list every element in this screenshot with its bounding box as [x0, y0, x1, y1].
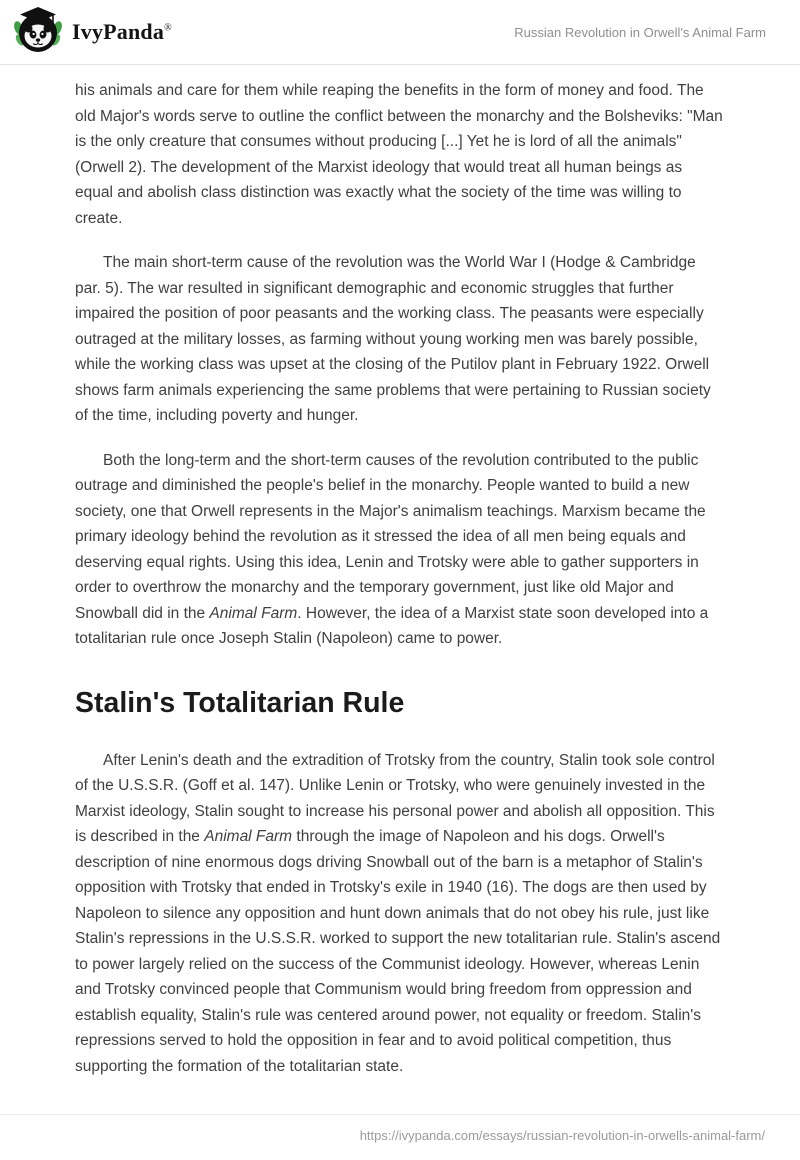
source-url: https://ivypanda.com/essays/russian-revolution-in-orwells-animal-farm/	[359, 1128, 765, 1143]
section-heading: Stalin's Totalitarian Rule	[75, 686, 405, 719]
italic-text-run: Animal Farm	[204, 828, 293, 845]
text-run: After Lenin's death and the extradition of Trotsky from the country, Stalin took sole control of the U.S.S.R. (Goff et al. 147). Unlike Lenin or Trotsky, who were genuinely invested in the Marxist ideology, Stalin sought to increase his personal power and abolish all opposition. This is described in the	[75, 751, 715, 845]
text-run: through the image of Napoleon and his dogs. Orwell's description of nine enormous dogs driving Snowball out of the barn is a metaphor of Stalin's opposition with Trotsky that ended in Trotsky's exile in 1940 (16). The dogs are then used by Napoleon to silence any opposition and hunt down animals that do not obey his rule, just like Stalin's repressions in the U.S.S.R. worked to support the new totalitarian rule. Stalin's ascend to power largely relied on the success of the Communist ideology. However, whereas Lenin and Trotsky convinced people that Communism would bring freedom from oppression and establish equality, Stalin's rule was centered around power, not equality or freedom. Stalin's repressions served to hold the opposition in fear and to avoid political competition, thus supporting the formation of the totalitarian state.	[75, 828, 721, 1075]
text-run: his animals and care for them while reaping the benefits in the form of money and food. The old Major's words serve to outline the conflict between the monarchy and the Bolsheviks: "Man is the only creature that consumes without producing [...] Yet he is lord of all the animals" (Orwell 2). The development of the Marxist ideology that would treat all human beings as equal and abolish class distinction was exactly what the society of the time was willing to create.	[75, 82, 723, 227]
registered-mark: ®	[164, 22, 172, 34]
paragraph	[75, 448, 724, 652]
article-body	[0, 65, 800, 1079]
brand	[14, 4, 172, 61]
page-header	[0, 0, 800, 65]
page-footer	[0, 1114, 800, 1160]
italic-text-run: Animal Farm	[209, 604, 298, 622]
paragraph	[75, 78, 724, 231]
brand-name: IvyPanda®	[72, 19, 172, 44]
paragraph	[75, 748, 724, 1080]
text-run: . However, the idea of a Marxist state soon developed into a totalitarian rule once Joseph Stalin (Napoleon) came to power.	[75, 604, 709, 647]
paragraph	[75, 250, 724, 429]
ivypanda-logo-icon	[14, 4, 62, 61]
document-title: Russian Revolution in Orwell's Animal Farm	[514, 24, 766, 40]
text-run: Both the long-term and the short-term causes of the revolution contributed to the public outrage and diminished the people's belief in the monarchy. People wanted to build a new society, one that Orwell represents in the Major's animalism teachings. Marxism became the primary ideology behind the revolution as it stressed the idea of all men being equals and deserving equal rights. Using this idea, Lenin and Trotsky were able to gather supporters in order to overthrow the monarchy and the temporary government, just like old Major and Snowball did in the	[75, 451, 706, 622]
text-run: The main short-term cause of the revolution was the World War I (Hodge & Cambridge par. 5). The war resulted in significant demographic and economic struggles that further impaired the position of poor peasants and the working class. The peasants were especially outraged at the military losses, as farming without young working men was barely possible, while the working class was upset at the closing of the Putilov plant in February 1922. Orwell shows farm animals experiencing the same problems that were pertaining to Russian society of the time, including poverty and hunger.	[75, 254, 711, 424]
